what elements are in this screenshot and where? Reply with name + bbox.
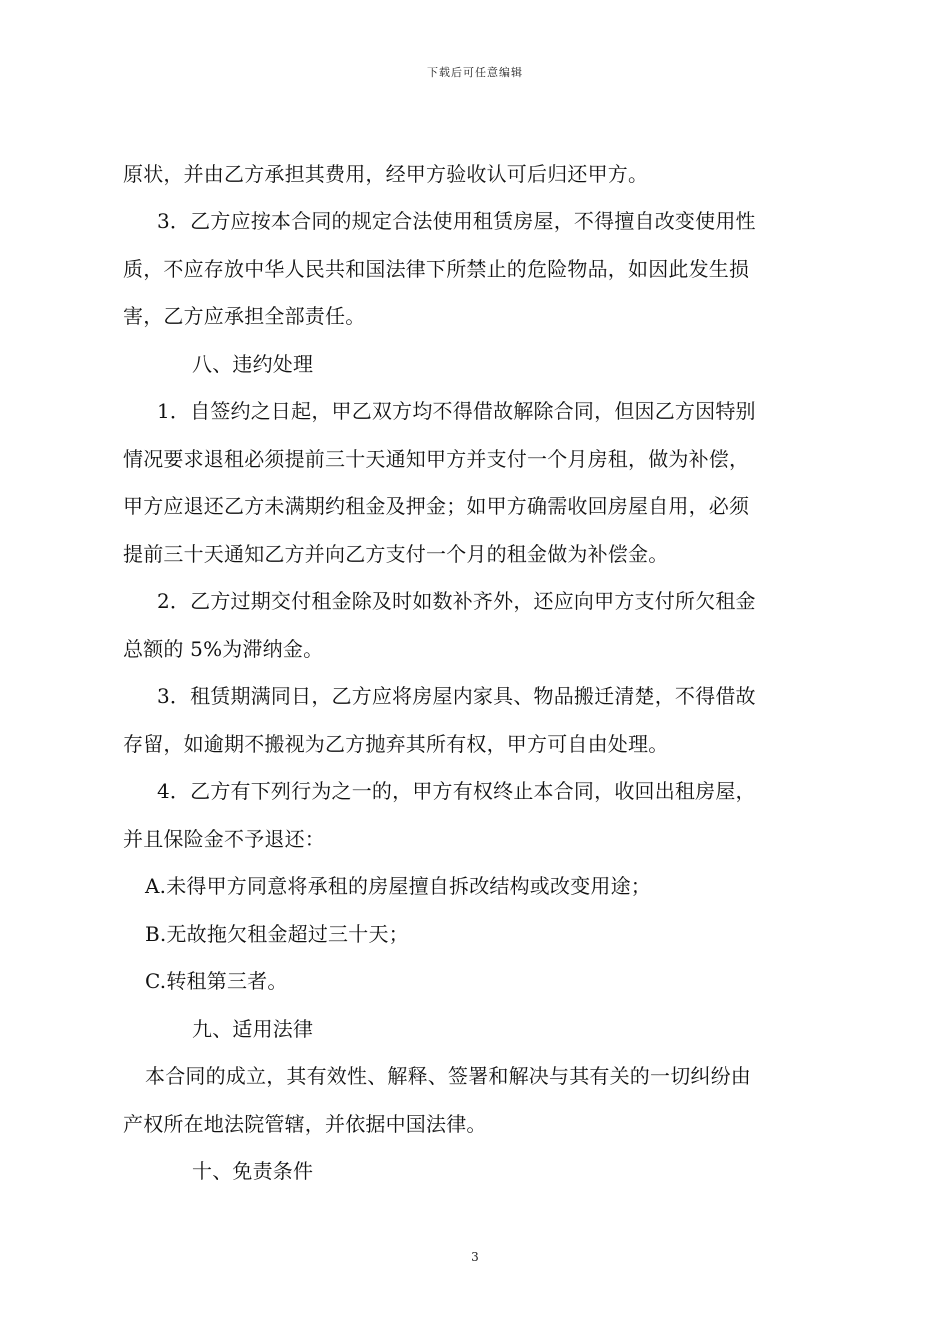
paragraph-line: 提前三十天通知乙方并向乙方支付一个月的租金做为补偿金。 xyxy=(123,542,669,566)
paragraph-line: 产权所在地法院管辖，并依据中国法律。 xyxy=(123,1112,487,1136)
paragraph-line: 3．租赁期满同日，乙方应将房屋内家具、物品搬迁清楚，不得借故 xyxy=(157,684,756,708)
paragraph-line: 3．乙方应按本合同的规定合法使用租赁房屋，不得擅自改变使用性 xyxy=(157,209,756,233)
paragraph-line: 甲方应退还乙方未满期约租金及押金；如甲方确需收回房屋自用，必须 xyxy=(123,494,750,518)
paragraph-line: 总额的 5%为滞纳金。 xyxy=(123,637,324,661)
section-heading: 八、违约处理 xyxy=(192,352,314,376)
paragraph-line: 1．自签约之日起，甲乙双方均不得借故解除合同，但因乙方因特别 xyxy=(157,399,756,423)
paragraph-line: 情况要求退租必须提前三十天通知甲方并支付一个月房租，做为补偿， xyxy=(123,447,750,471)
paragraph-line: 原状，并由乙方承担其费用，经甲方验收认可后归还甲方。 xyxy=(123,162,649,186)
list-item: C.转租第三者。 xyxy=(145,969,288,993)
section-heading: 九、适用法律 xyxy=(192,1017,314,1041)
section-heading: 十、免责条件 xyxy=(192,1159,314,1183)
paragraph-line: 存留，如逾期不搬视为乙方抛弃其所有权，甲方可自由处理。 xyxy=(123,732,669,756)
page-header-note: 下载后可任意编辑 xyxy=(427,66,523,79)
paragraph-line: 4．乙方有下列行为之一的，甲方有权终止本合同，收回出租房屋， xyxy=(157,779,756,803)
paragraph-line: 并且保险金不予退还： xyxy=(123,827,325,851)
paragraph-line: 本合同的成立，其有效性、解释、签署和解决与其有关的一切纠纷由 xyxy=(145,1064,751,1088)
list-item: A.未得甲方同意将承租的房屋擅自拆改结构或改变用途； xyxy=(145,874,652,898)
list-item: B.无故拖欠租金超过三十天； xyxy=(145,922,409,946)
paragraph-line: 质，不应存放中华人民共和国法律下所禁止的危险物品，如因此发生损 xyxy=(123,257,750,281)
paragraph-line: 害，乙方应承担全部责任。 xyxy=(123,304,366,328)
page-number: 3 xyxy=(471,1250,479,1264)
paragraph-line: 2．乙方过期交付租金除及时如数补齐外，还应向甲方支付所欠租金 xyxy=(157,589,756,613)
